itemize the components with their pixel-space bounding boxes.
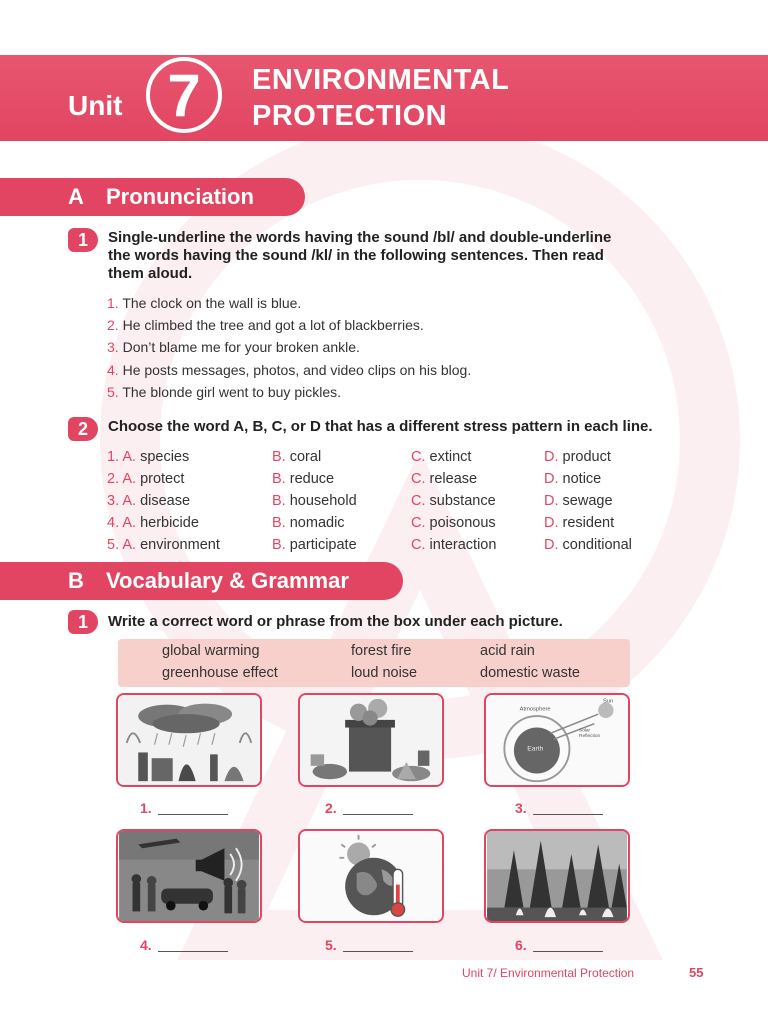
word-option: loud noise	[351, 665, 418, 681]
answer-blank-4[interactable]: 4.	[140, 937, 228, 953]
list-item: 3. Don’t blame me for your broken ankle.	[107, 339, 360, 356]
global-warming-picture	[298, 829, 444, 923]
option-a: 5. A. environment	[107, 537, 220, 553]
task-a1-instruction: Single-underline the words having the sound /bl/ and double-underline the words having the sound /kl/ in the following sentences. Then read them aloud.	[108, 229, 612, 282]
unit-label: Unit	[68, 90, 123, 121]
option-a: 3. A. disease	[107, 493, 191, 509]
option-d: D. resident	[544, 515, 615, 531]
list-item: 4. He posts messages, photos, and video clips on his blog.	[107, 361, 472, 378]
option-a: 1. A. species	[107, 449, 190, 465]
section-a-header	[0, 178, 305, 216]
table-row	[107, 446, 654, 468]
option-d: D. product	[544, 449, 611, 465]
task-b1-instruction: Write a correct word or phrase from the box under each picture.	[108, 613, 563, 630]
task-a2-instruction: Choose the word A, B, C, or D that has a different stress pattern in each line.	[108, 418, 653, 435]
option-d: D. conditional	[544, 537, 632, 553]
answer-blank-3[interactable]: 3.	[515, 800, 603, 816]
domestic-waste-picture	[298, 693, 444, 787]
answer-blank-1[interactable]: 1.	[140, 800, 228, 816]
option-d: D. sewage	[544, 493, 613, 509]
loud-noise-picture	[116, 829, 262, 923]
unit-title: ENVIRONMENTAL PROTECTION	[252, 64, 510, 132]
section-b-title: Vocabulary & Grammar	[106, 568, 349, 593]
domestic-waste-icon	[300, 695, 442, 785]
word-option: forest fire	[351, 643, 412, 659]
list-item: 1. The clock on the wall is blue.	[107, 295, 302, 311]
task-b1-number: 1	[68, 610, 98, 634]
greenhouse-effect-icon	[486, 695, 628, 785]
option-b: B. coral	[272, 449, 322, 465]
svg-text:Reflection: Reflection	[579, 734, 601, 740]
word-option: acid rain	[480, 643, 535, 659]
answer-blank-6[interactable]: 6.	[515, 937, 603, 953]
answer-blank-5[interactable]: 5.	[325, 937, 413, 953]
stress-table	[107, 446, 654, 556]
forest-fire-picture	[484, 829, 630, 923]
word-option: greenhouse effect	[162, 665, 278, 681]
table-row	[107, 534, 654, 556]
forest-fire-icon	[486, 831, 628, 921]
answer-blank-2[interactable]: 2.	[325, 800, 413, 816]
section-b-letter: B	[68, 568, 84, 593]
section-b-header	[0, 562, 403, 600]
svg-text:Solar: Solar	[579, 728, 591, 734]
table-row	[107, 468, 654, 490]
svg-text:Sun: Sun	[602, 698, 614, 705]
word-option: domestic waste	[480, 665, 580, 681]
greenhouse-effect-picture	[484, 693, 630, 787]
unit-number: 7	[146, 57, 222, 133]
section-a-title: Pronunciation	[106, 184, 254, 209]
acid-rain-picture	[116, 693, 262, 787]
svg-text:Earth: Earth	[527, 745, 544, 753]
option-b: B. nomadic	[272, 515, 345, 531]
list-item: 2. He climbed the tree and got a lot of blackberries.	[107, 317, 424, 334]
option-c: C. extinct	[411, 449, 472, 465]
sentence-list	[107, 292, 471, 403]
task-a2-number: 2	[68, 417, 98, 441]
option-c: C. interaction	[411, 537, 497, 553]
acid-rain-icon	[118, 695, 260, 785]
task-a1-number: 1	[68, 228, 98, 252]
global-warming-icon	[300, 831, 442, 921]
option-c: C. substance	[411, 493, 496, 509]
loud-noise-icon	[118, 831, 260, 921]
option-b: B. reduce	[272, 471, 335, 487]
option-a: 4. A. herbicide	[107, 515, 199, 531]
page-footer: Unit 7/ Environmental Protection	[462, 966, 635, 980]
option-b: B. household	[272, 493, 357, 509]
svg-text:Atmosphere: Atmosphere	[519, 706, 551, 713]
option-d: D. notice	[544, 471, 602, 487]
list-item: 5. The blonde girl went to buy pickles.	[107, 383, 342, 400]
option-c: C. poisonous	[411, 515, 496, 531]
table-row	[107, 490, 654, 512]
word-option: global warming	[162, 643, 260, 659]
option-c: C. release	[411, 471, 478, 487]
option-b: B. participate	[272, 537, 357, 553]
option-a: 2. A. protect	[107, 471, 185, 487]
page-number: 55	[689, 965, 704, 980]
table-row	[107, 512, 654, 534]
section-a-letter: A	[68, 184, 84, 209]
